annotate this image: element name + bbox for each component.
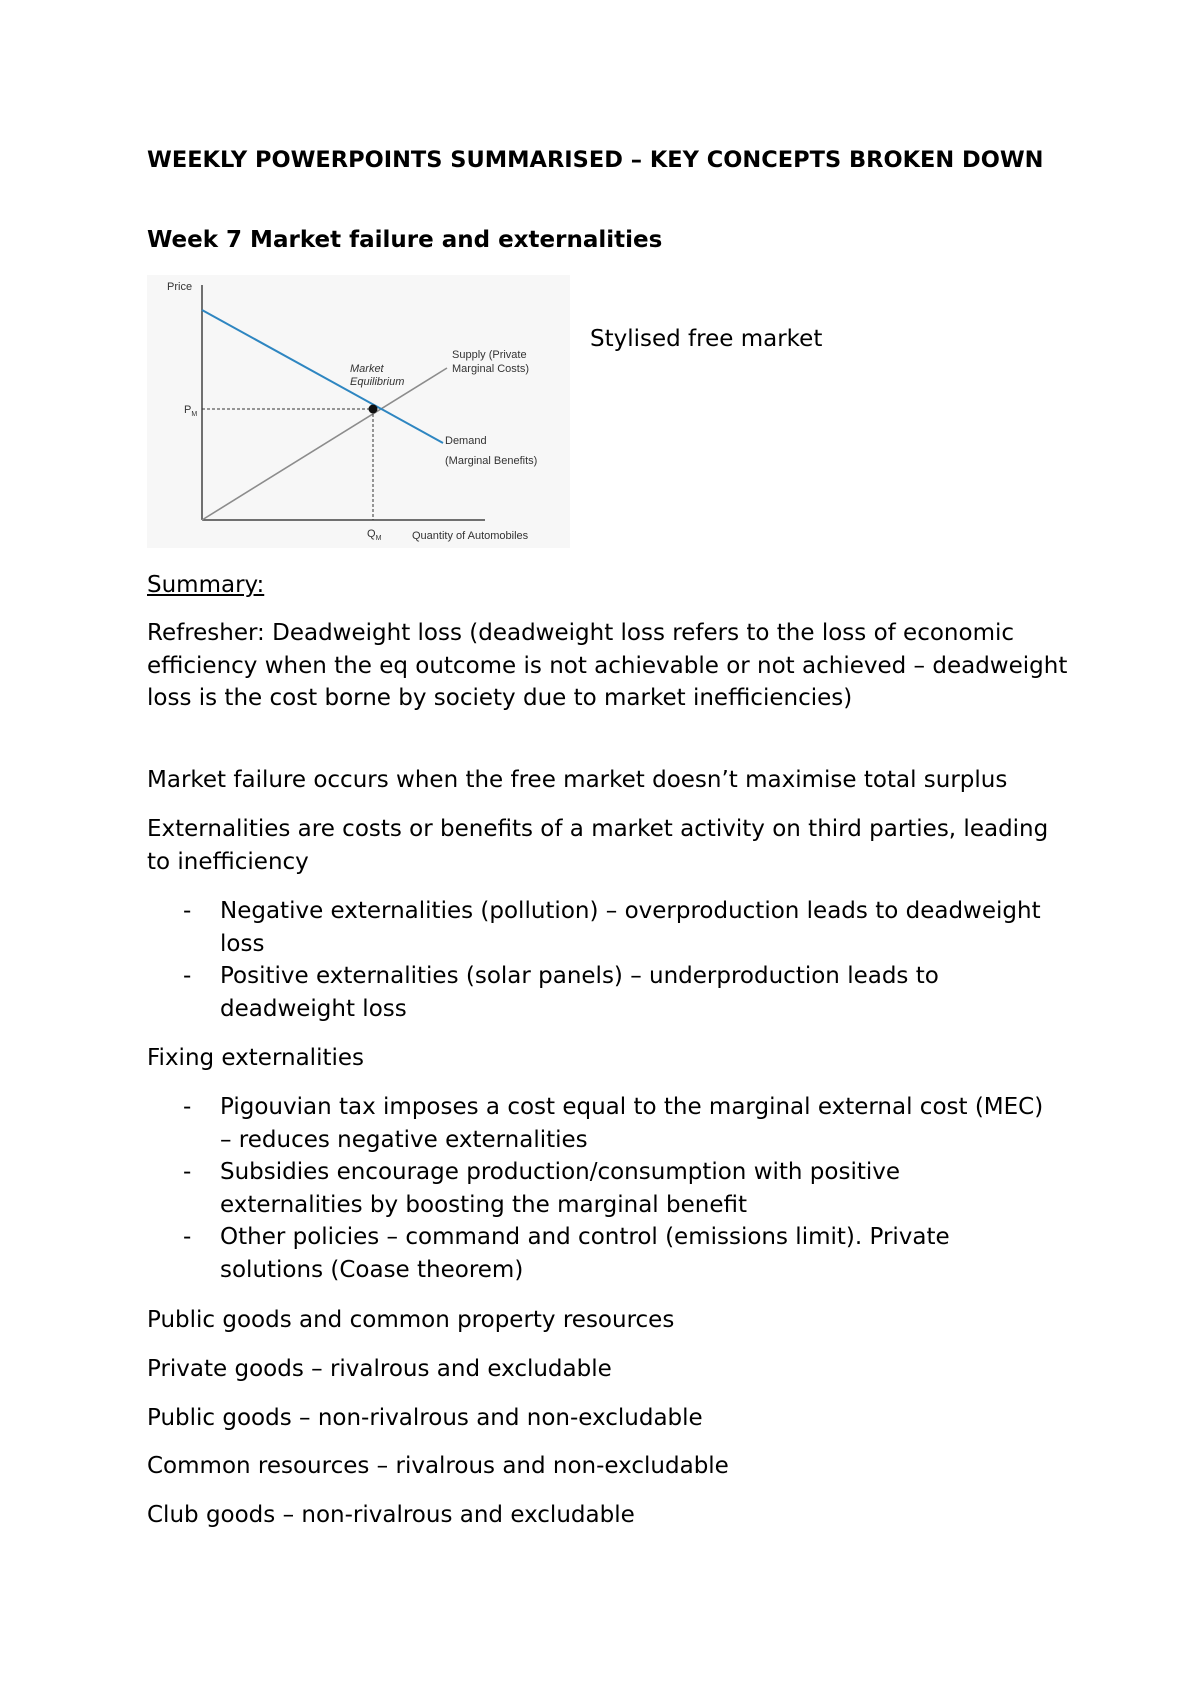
y-axis-label: Price (167, 281, 193, 293)
summary-heading: Summary: (147, 572, 265, 598)
public-goods-line: Public goods – non-rivalrous and non-excludable (147, 1405, 703, 1431)
common-resources-line: Common resources – rivalrous and non-excludable (147, 1453, 729, 1479)
demand-label-line2: (Marginal Benefits) (445, 455, 538, 467)
club-goods-line: Club goods – non-rivalrous and excludable (147, 1502, 635, 1528)
fixing-heading: Fixing externalities (147, 1045, 365, 1071)
public-goods-heading: Public goods and common property resources (147, 1307, 675, 1333)
list-item: - Pigouvian tax imposes a cost equal to the marginal external cost (MEC) – reduces negative externalities (147, 1091, 1047, 1156)
supply-demand-diagram (147, 275, 570, 548)
equilibrium-point (369, 405, 378, 414)
list-item: - Other policies – command and control (emissions limit). Private solutions (Coase theorem) (147, 1221, 1047, 1286)
externalities-paragraph: Externalities are costs or benefits of a market activity on third parties, leading to inefficiency (147, 816, 1049, 875)
externality-list (147, 895, 1047, 1025)
document-heading: WEEKLY POWERPOINTS SUMMARISED – KEY CONCEPTS BROKEN DOWN (147, 147, 1044, 173)
demand-label-line1: Demand (445, 435, 487, 447)
equilibrium-label-line1: Market (350, 363, 384, 375)
supply-label-line2: Marginal Costs) (452, 363, 530, 375)
equilibrium-label-line2: Equilibrium (350, 376, 405, 388)
refresher-paragraph: Refresher: Deadweight loss (deadweight loss refers to the loss of economic efficiency when the eq outcome is not achievable or not achieved – deadweight loss is the cost borne by society due to market inefficiencies) (147, 620, 1068, 711)
figure-caption: Stylised free market (590, 326, 823, 352)
fixing-list (147, 1091, 1047, 1286)
price-tick-label: $P_M$ (184, 404, 198, 418)
week-title: Week 7 Market failure and externalities (147, 227, 663, 253)
supply-label-line1: Supply (Private (452, 349, 527, 361)
list-item: - Subsidies encourage production/consumption with positive externalities by boosting the marginal benefit (147, 1156, 1047, 1221)
market-failure-paragraph: Market failure occurs when the free market doesn’t maximise total surplus (147, 767, 1008, 793)
list-item: - Positive externalities (solar panels) – underproduction leads to deadweight loss (147, 960, 1047, 1025)
x-axis-label: Quantity of Automobiles (412, 530, 529, 542)
quantity-tick-label: $Q_M$ (367, 528, 382, 542)
list-item: - Negative externalities (pollution) – overproduction leads to deadweight loss (147, 895, 1047, 960)
figure-background (147, 275, 570, 548)
supply-demand-figure (147, 275, 570, 548)
private-goods-line: Private goods – rivalrous and excludable (147, 1356, 612, 1382)
